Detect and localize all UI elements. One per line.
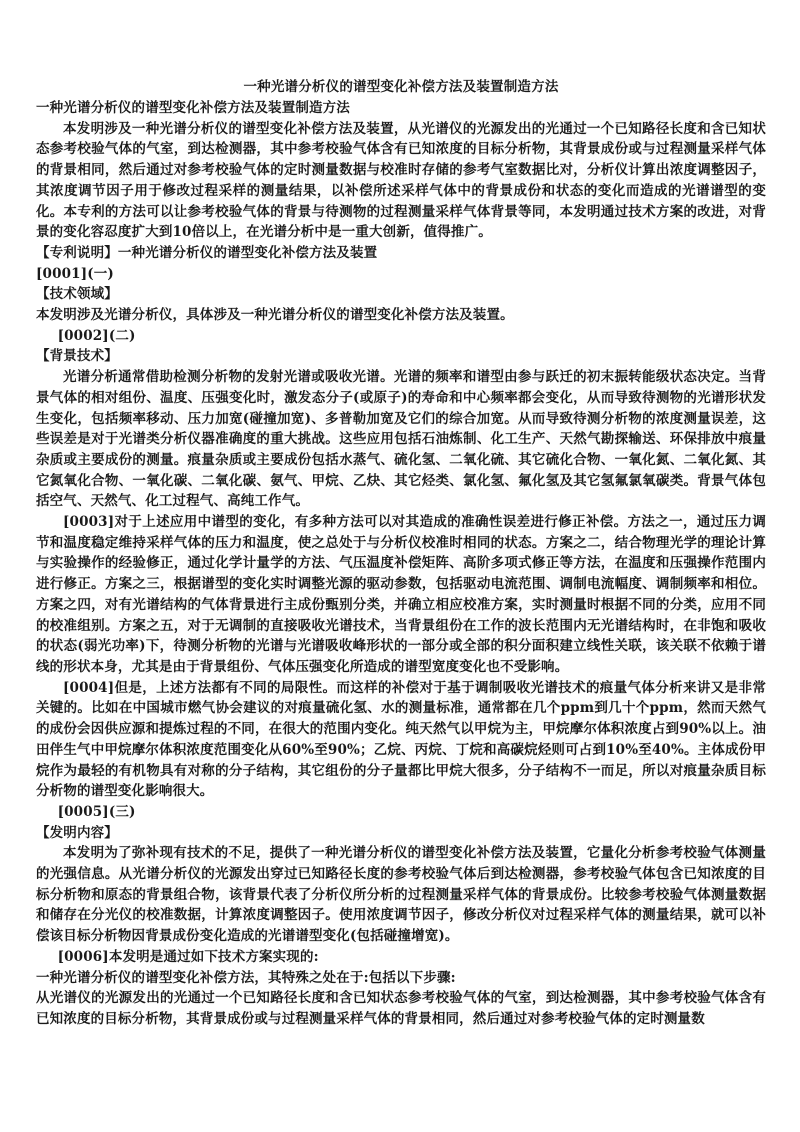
- paragraph-0003: [0003]对于上述应用中谱型的变化，有多种方法可以对其造成的准确性误差进行修正补偿。方法之一，通过压力调节和温度稳定维持采样气体的压力和温度，使之总处于与分析仪校准时相同的状态。方案之二，结合物理光学的理论计算与实验操作的经验修正，通过化学计量学的方法、气压温度补偿矩阵、高阶多项式修正等方法，在温度和压强操作范围内进行修正。方案之三，根据谱型的变化实时调整光源的驱动参数，包括驱动电流范围、调制电流幅度、调制频率和相位。方案之四，对有光谱结构的气体背景进行主成份甄别分类，并确立相应校准方案，实时测量时根据不同的分类，应用不同的校准组别。方案之五，对于无调制的直接吸收光谱技术，当背景组份在工作的波长范围内无光谱结构时，在非饱和吸收的状态(弱光功率)下，待测分析物的光谱与光谱吸收峰形状的一部分或全部的积分面积建立线性关联，该关联不依赖于谱线的形状本身，尤其是由于背景组份、气体压强变化所造成的谱型宽度变化也不受影响。: [36, 514, 766, 675]
- spec-heading: 【专利说明】一种光谱分析仪的谱型变化补偿方法及装置: [36, 244, 378, 261]
- abstract-paragraph: 本发明涉及一种光谱分析仪的谱型变化补偿方法及装置，从光谱仪的光源发出的光通过一个已知路径长度和含已知状态参考校验气体的气室，到达检测器，其中参考校验气体含有已知浓度的目标分析物，其背景成份或与过程测量采样气体的背景相同，然后通过对参考校验气体的定时测量数据与校准时存储的参考气室数据比对，分析仪计算出浓度调整因子，其浓度调节因子用于修改过程采样的测量结果，以补偿所述采样气体中的背景成份和状态的变化而造成的光谱谱型的变化。本专利的方法可以让参考校验气体的背景与待测物的过程测量采样气体背景等同，本发明通过技术方案的改进，对背景的变化容忍度扩大到10倍以上，在光谱分析中是一重大创新，值得推广。: [36, 120, 766, 241]
- paragraph-0006: [0006]本发明是通过如下技术方案实现的:: [57, 948, 319, 965]
- invention-paragraph: 本发明为了弥补现有技术的不足，提供了一种光谱分析仪的谱型变化补偿方法及装置，它量化分析参考校验气体测量的光强信息。从光谱分析仪的光源发出穿过已知路径长度的参考校验气体后到达检测器，参考校验气体包含已知浓度的目标分析物和原态的背景组合物，该背景代表了分析仪所分析的过程测量采样气体的背景成份。比较参考校验气体测量数据和储存在分光仪的校准数据，计算浓度调整因子。使用浓度调节因子，修改分析仪对过程采样气体的测量结果，就可以补偿该目标分析物因背景成份变化造成的光谱谱型变化(包括碰撞增宽)。: [36, 845, 766, 945]
- method-line: 一种光谱分析仪的谱型变化补偿方法，其特殊之处在于:包括以下步骤:: [36, 969, 456, 986]
- document-subtitle: 一种光谱分析仪的谱型变化补偿方法及装置制造方法: [36, 100, 350, 116]
- section-heading-background: 【背景技术】: [36, 348, 118, 365]
- paragraph-number-0002: [0002](二): [57, 327, 136, 344]
- document-title: 一种光谱分析仪的谱型变化补偿方法及装置制造方法: [243, 79, 559, 95]
- paragraph-number-0005: [0005](三): [57, 803, 136, 820]
- paragraph-0004: [0004]但是，上述方法都有不同的局限性。而这样的补偿对于基于调制吸收光谱技术的痕量气体分析来讲又是非常关键的。比如在中国城市燃气协会建议的对痕量硫化氢、水的测量标准，通常都在几个ppm到几十个ppm，然而天然气的成份会因供应源和提炼过程的不同，在很大的范围内变化。纯天然气以甲烷为主，甲烷摩尔体积浓度占到90%以上。油田伴生气中甲烷摩尔体积浓度范围变化从60%至90%；乙烷、丙烷、丁烷和高碳烷烃则可占到10%至40%。主体成份甲烷作为最轻的有机物具有对称的分子结构，其它组份的分子量都比甲烷大很多，分子结构不一而足，所以对痕量杂质目标分析物的谱型变化影响很大。: [36, 679, 766, 800]
- background-paragraph: 光谱分析通常借助检测分析物的发射光谱或吸收光谱。光谱的频率和谱型由参与跃迁的初末振转能级状态决定。当背景气体的相对组份、温度、压强变化时，激发态分子(或原子)的寿命和中心频率都会变化，从而导致待测物的光谱形状发生变化，包括频率移动、压力加宽(碰撞加宽)、多普勒加宽及它们的综合加宽。从而导致待测分析物的浓度测量误差，这些误差是对于光谱类分析仪器准确度的重大挑战。这些应用包括石油炼制、化工生产、天然气勘探输送、环保排放中痕量杂质或主要成份的测量。痕量杂质或主要成份包括水蒸气、硫化氢、二氧化硫、其它硫化合物、一氧化氮、二氧化氮、其它氮氧化合物、一氧化碳、二氧化碳、氨气、甲烷、乙炔、其它烃类、氯化氢、氟化氢及其它氢氟氯氧碳类。背景气体包括空气、天然气、化工过程气、高纯工作气。: [36, 369, 766, 510]
- section-heading-field: 【技术领域】: [36, 286, 118, 303]
- paragraph-number-0001: [0001](一): [36, 265, 114, 282]
- document-page: [36, 76, 766, 1030]
- section-heading-invention: 【发明内容】: [36, 824, 118, 841]
- step-paragraph: 从光谱仪的光源发出的光通过一个已知路径长度和含已知状态参考校验气体的气室，到达检测器，其中参考校验气体含有已知浓度的目标分析物，其背景成份或与过程测量采样气体的背景相同，然后通过对参考校验气体的定时测量数: [36, 990, 766, 1027]
- field-paragraph: 本发明涉及光谱分析仪，具体涉及一种光谱分析仪的谱型变化补偿方法及装置。: [36, 307, 514, 324]
